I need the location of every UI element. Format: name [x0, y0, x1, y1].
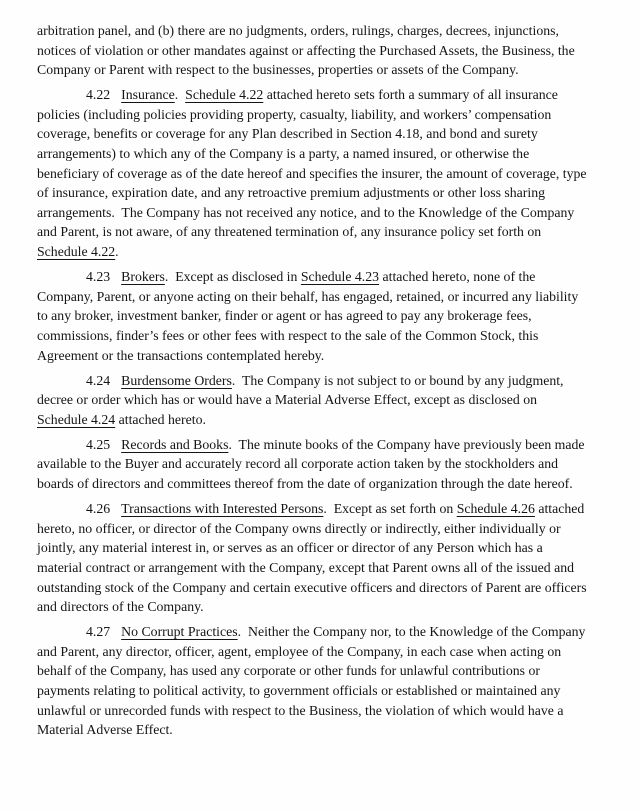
section-paragraph-4.23 [37, 267, 590, 365]
body-text: . The Company is not subject to or bound by any judgment, decree or order which has or would have a Material Adverse Effect, except as disclosed on [37, 372, 567, 408]
section-number: 4.25 [86, 436, 111, 452]
section-number: 4.22 [86, 87, 111, 103]
section-number: 4.26 [86, 501, 111, 517]
body-text: . The minute books of the Company have previously been made available to the Buyer and accurately record all corporate action taken by the stockholders and boards of directors and committees thereof from the date of organization through the date hereof. [37, 436, 588, 492]
underlined-schedule-reference: Schedule 4.22 [185, 87, 264, 103]
paragraph-continuation [37, 21, 590, 80]
underlined-schedule-reference: Schedule 4.23 [300, 269, 380, 285]
section-paragraph-4.25 [37, 435, 590, 494]
section-title: Transactions with Interested Persons [121, 501, 324, 517]
body-text: attached hereto sets forth a summary of all insurance policies (including policies providing property, casualty, liability, and workers’ compensation coverage, benefits or coverage for any Plan described in Section 4.18, and bond and surety arrangements) to which any of the Company is a party, a named insured, or otherwise the beneficiary of coverage as of the date hereof and specifies the insurer, the amount of coverage, type of insurance, expiration date, and any retroactive premium adjustments or other loss sharing arrangements. The Company has not received any notice, and to the Knowledge of the Company and Parent, is not aware, of any threatened termination of, any insurance policy set forth on [37, 87, 590, 240]
section-number: 4.27 [86, 624, 111, 640]
section-paragraph-4.22 [37, 85, 590, 261]
body-text: . Except as disclosed in [164, 269, 301, 285]
section-paragraph-4.26 [37, 499, 590, 617]
body-text: . Except as set forth on [323, 501, 457, 517]
body-text: attached hereto, none of the Company, Parent, or anyone acting on their behalf, has engaged, retained, or incurred any liability to any broker, investment banker, finder or agent or has agreed to pay any brokerage fees, commissions, finder’s fees or other fees with respect to the sale of the Common Stock, this Agreement or the transactions contemplated hereby. [37, 269, 582, 363]
body-text: arbitration panel, and (b) there are no judgments, orders, rulings, charges, decrees, injunctions, notices of violation or other mandates against or affecting the Purchased Assets, the Business, the Company or Parent with respect to the businesses, properties or assets of the Company. [37, 23, 579, 78]
section-number: 4.23 [86, 269, 111, 285]
body-text: . [115, 244, 119, 260]
body-text: . [174, 87, 186, 103]
body-text: attached hereto, no officer, or director of the Company owns directly or indirectly, either individually or jointly, any material interest in, or serves as an officer or director of any Person which has a material contract or arrangement with the Company, except that Parent owns all of the issued and outstanding stock of the Company and certain executive officers and directors of Parent are officers and directors of the Company. [37, 501, 591, 615]
section-number: 4.24 [86, 372, 111, 388]
underlined-schedule-reference: Schedule 4.26 [456, 501, 535, 517]
section-paragraph-4.24 [37, 371, 590, 430]
body-text: attached hereto. [115, 411, 206, 427]
underlined-schedule-reference: Schedule 4.22 [37, 244, 116, 260]
section-title: Records and Books [121, 436, 229, 452]
section-paragraph-4.27 [37, 622, 590, 740]
underlined-schedule-reference: Schedule 4.24 [37, 411, 116, 427]
section-title: Insurance [121, 87, 175, 103]
section-title: Brokers [121, 269, 165, 285]
section-title: No Corrupt Practices [121, 624, 238, 640]
body-text: . Neither the Company nor, to the Knowledge of the Company and Parent, any director, officer, agent, employee of the Company, in each case when acting on behalf of the Company, has used any corporate or other funds for unlawful contributions or payments relating to political activity, to government officials or established or maintained any unlawful or unrecorded funds with respect to the Business, the violation of which would have a Material Adverse Effect. [37, 624, 589, 738]
section-title: Burdensome Orders [121, 372, 232, 388]
paragraph-list [37, 21, 590, 740]
